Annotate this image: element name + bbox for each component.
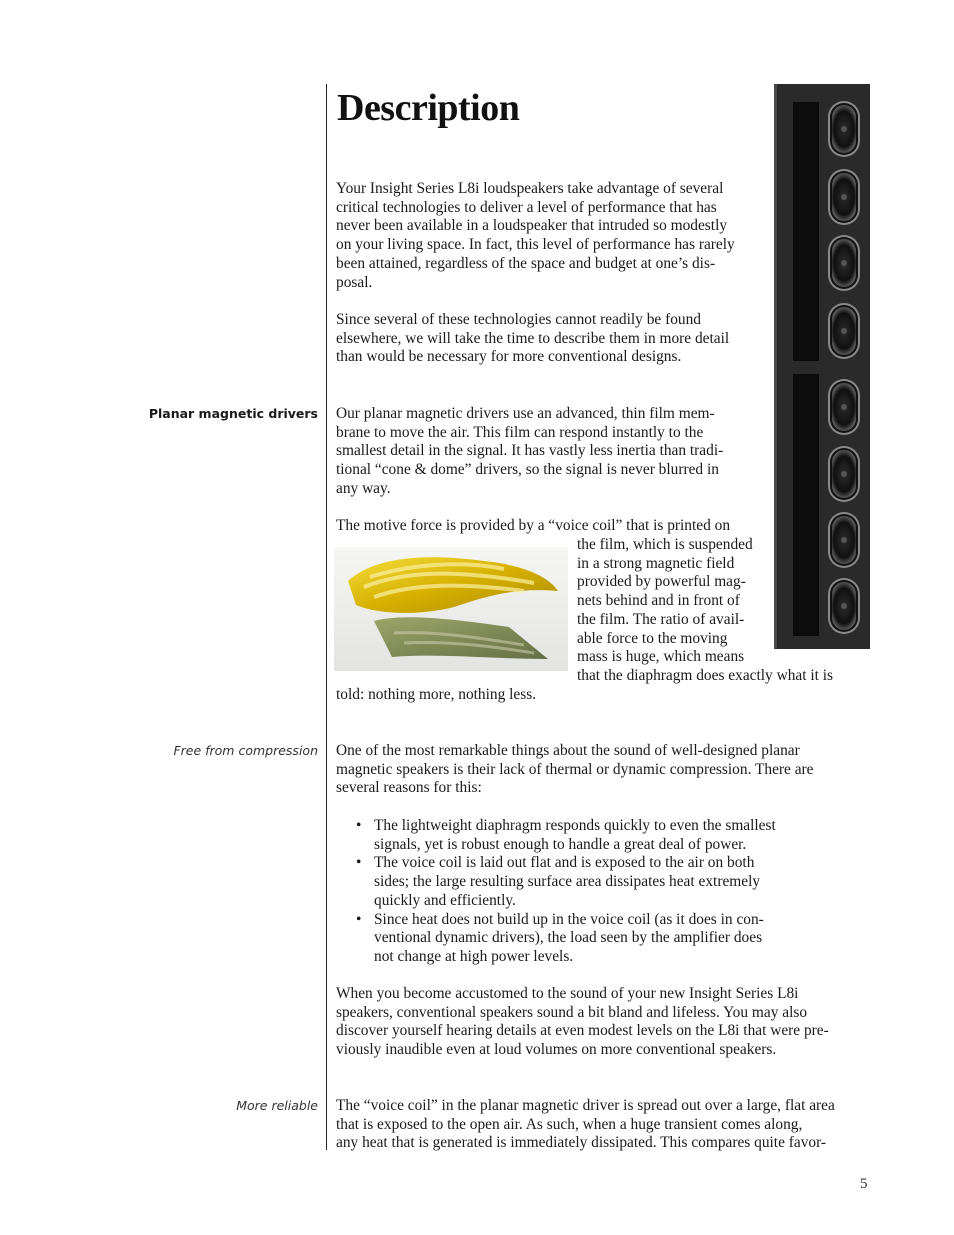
woofer-driver-4 — [828, 303, 860, 359]
woofer-driver-6 — [828, 446, 860, 502]
list-item: • The voice coil is laid out flat and is exposed to the air on both sides; the large resulting surface area dissipates heat extremely quickly and efficiently. — [355, 854, 776, 910]
planar-film-photo — [334, 547, 568, 671]
woofer-driver-3 — [828, 235, 860, 291]
page-number: 5 — [860, 1176, 868, 1192]
planar-paragraph-2-first: The motive force is provided by a “voice coil” that is printed on — [336, 517, 731, 534]
intro-paragraph-2: Since several of these technologies cannot readily be found elsewhere, we will take the time to describe them in more detail than would be necessary for more conventional designs. — [336, 311, 730, 366]
compression-paragraph-2: When you become accustomed to the sound of your new Insight Series L8i speakers, conventional speakers sound a bit bland and lifeless. You may also discover yourself hearing details at even modest levels on the L8i that were pre- viously inaudible even at loud volumes on more conventional speakers. — [336, 985, 829, 1059]
ribbon-slot-upper — [793, 102, 819, 361]
film-membrane-icon — [334, 547, 568, 671]
woofer-driver-1 — [828, 101, 860, 157]
woofer-driver-5 — [828, 379, 860, 435]
margin-rule — [326, 84, 327, 1150]
compression-bullet-list — [355, 817, 776, 967]
planar-paragraph-2-wrap: the film, which is suspended in a strong magnetic field provided by powerful mag- nets behind and in front of the film. The ratio of avail- able force to the moving mass is huge, which means that the diaphragm does exactly what it is — [577, 536, 834, 684]
intro-paragraph-1: Your Insight Series L8i loudspeakers take advantage of several critical technologies to deliver a level of performance that has never been available in a loudspeaker that intruded so modestly on your living space. In fact, this level of performance has rarely been attained, regardless of the space and budget at one’s dis- posal. — [336, 180, 735, 291]
compression-paragraph-1: One of the most remarkable things about the sound of well-designed planar magnetic speakers is their lack of thermal or dynamic compression. There are several reasons for this: — [336, 742, 814, 797]
section-heading-compression: Free from compression — [173, 743, 318, 758]
planar-paragraph-1: Our planar magnetic drivers use an advanced, thin film mem- brane to move the air. This film can respond instantly to the smallest detail in the signal. It has vastly less inertia than tradi- tional “cone & dome” drivers, so the signal is never blurred in any way. — [336, 405, 724, 497]
planar-paragraph-2-last: told: nothing more, nothing less. — [336, 686, 537, 703]
woofer-driver-2 — [828, 169, 860, 225]
section-heading-reliable: More reliable — [236, 1098, 318, 1113]
reliable-paragraph-1: The “voice coil” in the planar magnetic driver is spread out over a large, flat area that is exposed to the open air. As such, when a huge transient comes along, any heat that is generated is immediately dissipated. This compares quite favor- — [336, 1097, 835, 1152]
list-item: • Since heat does not build up in the voice coil (as it does in con- ventional dynamic drivers), the load seen by the amplifier does not change at high power levels. — [355, 911, 776, 967]
list-item: • The lightweight diaphragm responds quickly to even the smallest signals, yet is robust enough to handle a great deal of power. — [355, 817, 776, 854]
page-title: Description — [337, 87, 520, 129]
section-heading-planar: Planar magnetic drivers — [148, 406, 318, 421]
